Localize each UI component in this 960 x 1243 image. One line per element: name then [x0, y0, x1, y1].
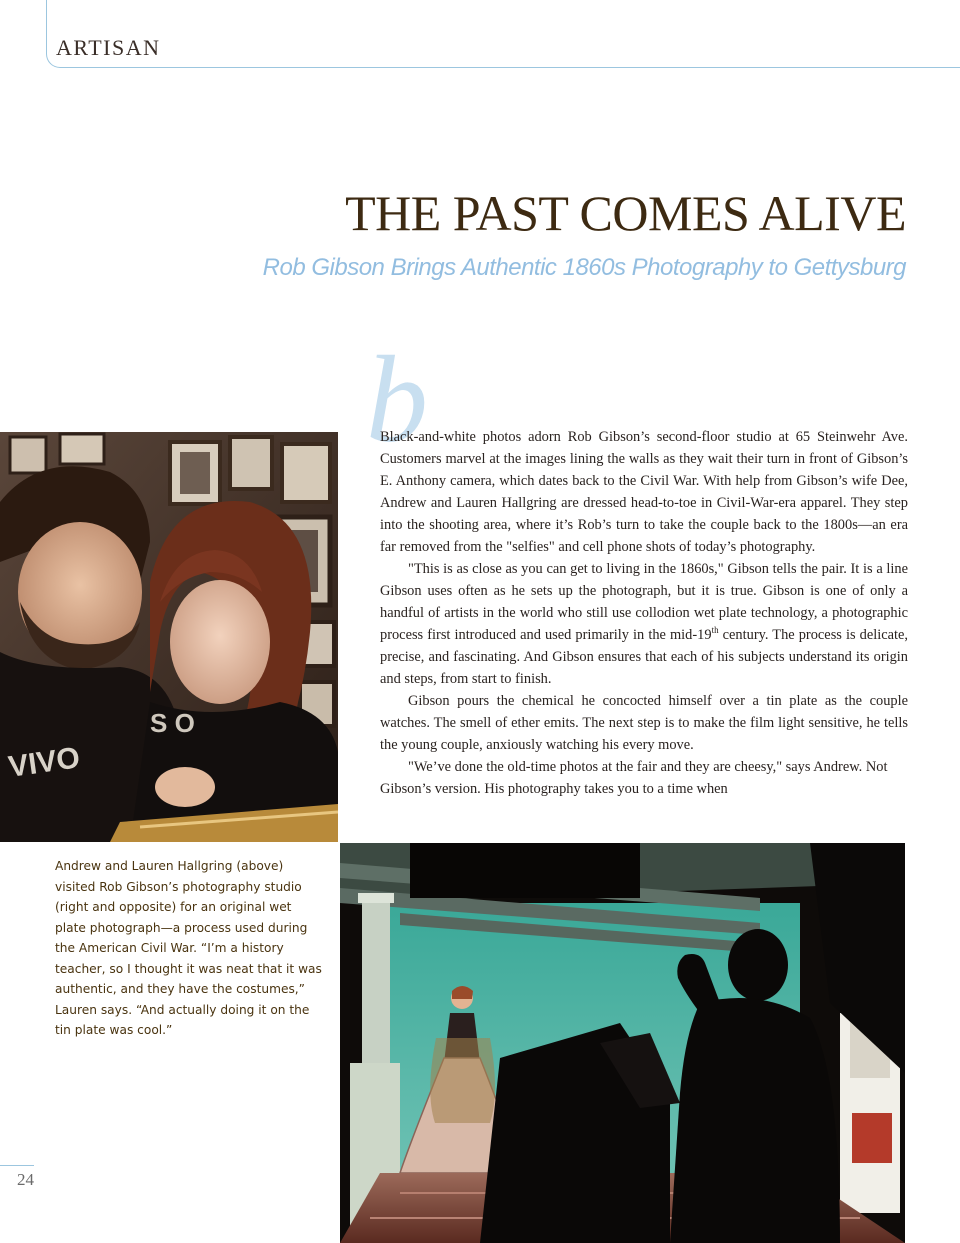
article-subtitle: Rob Gibson Brings Authentic 1860s Photography to Gettysburg [262, 254, 906, 281]
drop-cap: b [366, 331, 428, 468]
svg-text:S O: S O [150, 708, 195, 738]
paragraph [380, 558, 908, 690]
studio-photo [340, 843, 905, 1243]
article-body [380, 426, 908, 800]
header-rule [46, 0, 960, 68]
paragraph-text: century. The process is delicate, precise, and fascinating. And Gibson ensures that each of his subjects understand its origin and steps, from start to finish. [380, 627, 908, 687]
article-title: THE PAST COMES ALIVE [345, 185, 906, 241]
paragraph: Black-and-white photos adorn Rob Gibson’s second-floor studio at 65 Steinwehr Ave. Customers marvel at the images lining the walls as they wait their turn in front of Gibson’s E. Anthony camera, which dates back to the Civil War. With help from Gibson’s wife Dee, Andrew and Lauren Hallgring are dressed head-to-toe in Civil-War-era apparel. They step into the shooting area, where it’s Rob’s turn to take the couple back to the 1800s—an era far removed from the "selfies" and cell phone shots of today’s photography. [380, 429, 908, 555]
paragraph-text: "This is as close as you can get to living in the 1860s," Gibson tells the pair. It is a line Gibson uses often as he sets up the photograph, but it is true. Gibson is one of only a handful of artists in the world who still use collodion wet plate technology, a photographic process first introduced and used primarily in the mid-19 [380, 561, 908, 643]
paragraph: Gibson pours the chemical he concocted himself over a tin plate as the couple watches. The smell of ether emits. The next step is to make the film light sensitive, he tells the young couple, anxiously watching his every move. [380, 693, 908, 753]
paragraph: "We’ve done the old-time photos at the fair and they are cheesy," says Andrew. Not Gibson’s version. His photography takes you to a time when [380, 759, 888, 797]
svg-text:VIVO: VIVO [6, 741, 82, 784]
couple-photo [0, 432, 338, 842]
page-number-rule [0, 1165, 34, 1166]
photo-caption: Andrew and Lauren Hallgring (above) visited Rob Gibson’s photography studio (right and opposite) for an original wet plate photograph—a process used during the American Civil War. “I’m a history teacher, so I thought it was neat that it was authentic, and they have the costumes,” Lauren says. “And actually doing it on the tin plate was cool.” [55, 859, 322, 1037]
superscript: th [711, 625, 719, 636]
section-label: ARTISAN [56, 35, 161, 60]
page-number: 24 [17, 1170, 34, 1189]
